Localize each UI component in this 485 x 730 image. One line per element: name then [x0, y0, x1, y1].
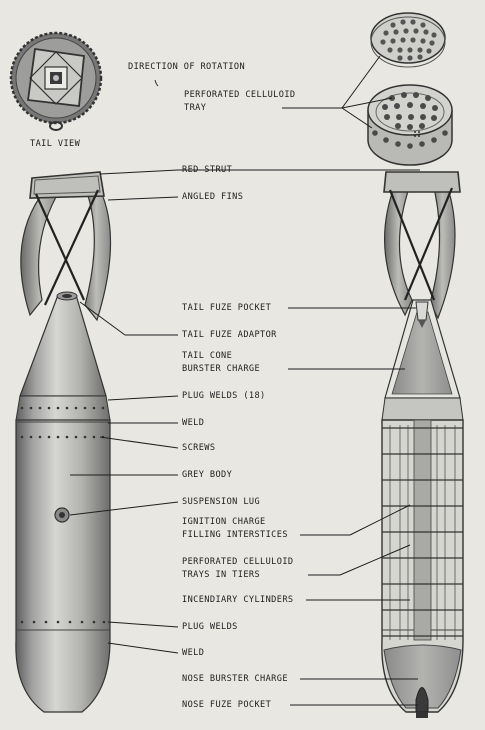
- tail-view-label: TAIL VIEW: [30, 139, 81, 149]
- ignition-charge-label-line1: IGNITION CHARGE: [182, 517, 266, 527]
- tail-fuze-adaptor-label: TAIL FUZE ADAPTOR: [182, 330, 277, 340]
- weld-lower-label: WELD: [182, 648, 205, 658]
- tail-view-drawing: [11, 33, 158, 130]
- tail-cone-label-line1: TAIL CONE: [182, 351, 233, 361]
- angled-fins-label: ANGLED FINS: [182, 192, 244, 202]
- grey-body-label: GREY BODY: [182, 470, 233, 480]
- direction-of-rotation-label: DIRECTION OF ROTATION: [128, 62, 246, 72]
- screws-label: SCREWS: [182, 443, 216, 453]
- perforated-celluloid-tray-label-line1: PERFORATED CELLULOID: [184, 90, 296, 100]
- perforated-trays-tiers-label-line1: PERFORATED CELLULOID: [182, 557, 294, 567]
- exterior-bomb-drawing: [16, 172, 111, 712]
- plug-welds-18-label: PLUG WELDS (18): [182, 391, 266, 401]
- tray-drawings: [368, 13, 452, 165]
- nose-fuze-pocket-label: NOSE FUZE POCKET: [182, 700, 272, 710]
- perforated-celluloid-tray-label-line2: TRAY: [184, 103, 207, 113]
- cutaway-bomb-drawing: [382, 172, 463, 718]
- leader-lines: [70, 56, 420, 705]
- tail-cone-label-line2: BURSTER CHARGE: [182, 364, 261, 374]
- red-strut-label: RED STRUT: [182, 165, 233, 175]
- plug-welds-label: PLUG WELDS: [182, 622, 238, 632]
- weld-upper-label: WELD: [182, 418, 205, 428]
- suspension-lug-label: SUSPENSION LUG: [182, 497, 261, 507]
- tail-fuze-pocket-label: TAIL FUZE POCKET: [182, 303, 272, 313]
- ignition-charge-label-line2: FILLING INTERSTICES: [182, 530, 288, 540]
- perforated-trays-tiers-label-line2: TRAYS IN TIERS: [182, 570, 261, 580]
- nose-burster-charge-label: NOSE BURSTER CHARGE: [182, 674, 288, 684]
- incendiary-cylinders-label: INCENDIARY CYLINDERS: [182, 595, 294, 605]
